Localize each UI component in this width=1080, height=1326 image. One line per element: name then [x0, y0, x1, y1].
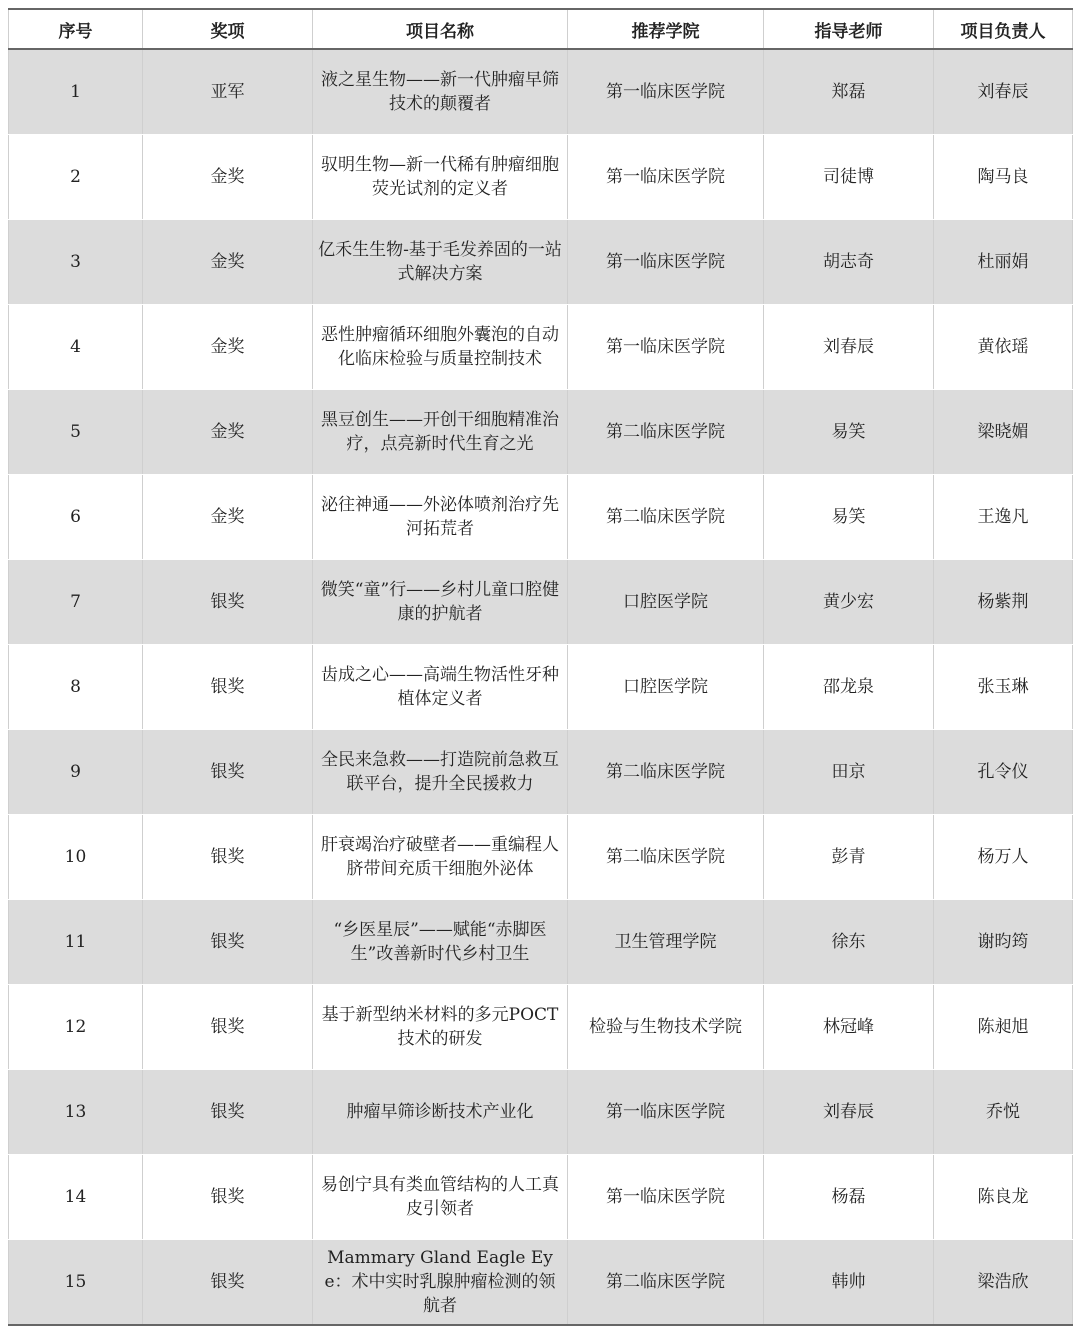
cell-index: 5 — [9, 390, 143, 475]
cell-index: 15 — [9, 1240, 143, 1326]
cell-leader: 梁浩欣 — [934, 1240, 1073, 1326]
cell-project-name: 恶性肿瘤循环细胞外囊泡的自动化临床检验与质量控制技术 — [313, 305, 568, 390]
cell-award: 金奖 — [143, 475, 313, 560]
cell-index: 12 — [9, 985, 143, 1070]
cell-advisor: 刘春辰 — [764, 305, 934, 390]
cell-award: 银奖 — [143, 900, 313, 985]
cell-leader: 张玉琳 — [934, 645, 1073, 730]
cell-index: 8 — [9, 645, 143, 730]
cell-college: 第二临床医学院 — [568, 1240, 764, 1326]
table-row — [9, 390, 1073, 475]
cell-index: 4 — [9, 305, 143, 390]
cell-college: 第一临床医学院 — [568, 220, 764, 305]
table-row — [9, 49, 1073, 135]
header-project-name: 项目名称 — [313, 9, 568, 49]
cell-project-name: 全民来急救——打造院前急救互联平台，提升全民援救力 — [313, 730, 568, 815]
table-row — [9, 220, 1073, 305]
cell-advisor: 黄少宏 — [764, 560, 934, 645]
cell-award: 银奖 — [143, 815, 313, 900]
cell-index: 13 — [9, 1070, 143, 1155]
cell-index: 11 — [9, 900, 143, 985]
cell-award: 金奖 — [143, 390, 313, 475]
cell-leader: 梁晓媚 — [934, 390, 1073, 475]
cell-project-name: 驭明生物—新一代稀有肿瘤细胞荧光试剂的定义者 — [313, 135, 568, 220]
cell-college: 第二临床医学院 — [568, 730, 764, 815]
cell-award: 银奖 — [143, 985, 313, 1070]
cell-college: 第一临床医学院 — [568, 1155, 764, 1240]
cell-project-name: 齿成之心——高端生物活性牙种植体定义者 — [313, 645, 568, 730]
cell-project-name: 泌往神通——外泌体喷剂治疗先河拓荒者 — [313, 475, 568, 560]
table-row — [9, 1070, 1073, 1155]
cell-advisor: 易笑 — [764, 390, 934, 475]
cell-leader: 谢昀筠 — [934, 900, 1073, 985]
cell-project-name: 易创宁具有类血管结构的人工真皮引领者 — [313, 1155, 568, 1240]
cell-college: 第一临床医学院 — [568, 305, 764, 390]
cell-index: 6 — [9, 475, 143, 560]
cell-index: 1 — [9, 49, 143, 135]
cell-advisor: 刘春辰 — [764, 1070, 934, 1155]
cell-project-name: 微笑“童”行——乡村儿童口腔健康的护航者 — [313, 560, 568, 645]
cell-advisor: 田京 — [764, 730, 934, 815]
cell-index: 7 — [9, 560, 143, 645]
cell-award: 金奖 — [143, 220, 313, 305]
cell-award: 亚军 — [143, 49, 313, 135]
cell-college: 第一临床医学院 — [568, 1070, 764, 1155]
cell-project-name: “乡医星辰”——赋能“赤脚医生”改善新时代乡村卫生 — [313, 900, 568, 985]
cell-project-name: 亿禾生生物-基于毛发养固的一站式解决方案 — [313, 220, 568, 305]
cell-college: 口腔医学院 — [568, 645, 764, 730]
cell-leader: 孔令仪 — [934, 730, 1073, 815]
header-advisor: 指导老师 — [764, 9, 934, 49]
cell-leader: 陶马良 — [934, 135, 1073, 220]
table-row — [9, 645, 1073, 730]
cell-college: 检验与生物技术学院 — [568, 985, 764, 1070]
table-row — [9, 730, 1073, 815]
table-row — [9, 1240, 1073, 1326]
table-row — [9, 305, 1073, 390]
cell-award: 银奖 — [143, 730, 313, 815]
cell-leader: 王逸凡 — [934, 475, 1073, 560]
cell-advisor: 易笑 — [764, 475, 934, 560]
cell-advisor: 胡志奇 — [764, 220, 934, 305]
table-row — [9, 985, 1073, 1070]
cell-advisor: 司徒博 — [764, 135, 934, 220]
cell-index: 10 — [9, 815, 143, 900]
cell-advisor: 徐东 — [764, 900, 934, 985]
header-leader: 项目负责人 — [934, 9, 1073, 49]
cell-award: 金奖 — [143, 305, 313, 390]
cell-index: 9 — [9, 730, 143, 815]
cell-award: 银奖 — [143, 1240, 313, 1326]
cell-leader: 乔悦 — [934, 1070, 1073, 1155]
cell-project-name: 肿瘤早筛诊断技术产业化 — [313, 1070, 568, 1155]
table-header-row — [9, 9, 1073, 49]
cell-advisor: 韩帅 — [764, 1240, 934, 1326]
table-row — [9, 815, 1073, 900]
cell-award: 银奖 — [143, 560, 313, 645]
cell-project-name: 黑豆创生——开创干细胞精准治疗，点亮新时代生育之光 — [313, 390, 568, 475]
table-row — [9, 560, 1073, 645]
cell-leader: 陈昶旭 — [934, 985, 1073, 1070]
cell-college: 卫生管理学院 — [568, 900, 764, 985]
cell-advisor: 林冠峰 — [764, 985, 934, 1070]
cell-advisor: 杨磊 — [764, 1155, 934, 1240]
cell-leader: 杜丽娟 — [934, 220, 1073, 305]
awards-table-container — [8, 8, 1072, 1326]
cell-project-name: 基于新型纳米材料的多元POCT技术的研发 — [313, 985, 568, 1070]
cell-index: 14 — [9, 1155, 143, 1240]
cell-advisor: 郑磊 — [764, 49, 934, 135]
table-row — [9, 900, 1073, 985]
cell-leader: 杨万人 — [934, 815, 1073, 900]
cell-leader: 黄依瑶 — [934, 305, 1073, 390]
cell-leader: 陈良龙 — [934, 1155, 1073, 1240]
cell-advisor: 彭青 — [764, 815, 934, 900]
cell-award: 银奖 — [143, 645, 313, 730]
cell-college: 第一临床医学院 — [568, 135, 764, 220]
cell-college: 第二临床医学院 — [568, 475, 764, 560]
cell-project-name: Mammary Gland Eagle Eye：术中实时乳腺肿瘤检测的领航者 — [313, 1240, 568, 1326]
cell-leader: 刘春辰 — [934, 49, 1073, 135]
cell-project-name: 肝衰竭治疗破壁者——重编程人脐带间充质干细胞外泌体 — [313, 815, 568, 900]
table-row — [9, 475, 1073, 560]
header-award: 奖项 — [143, 9, 313, 49]
cell-project-name: 液之星生物——新一代肿瘤早筛技术的颠覆者 — [313, 49, 568, 135]
cell-award: 银奖 — [143, 1070, 313, 1155]
cell-award: 金奖 — [143, 135, 313, 220]
awards-table — [8, 8, 1073, 1326]
header-college: 推荐学院 — [568, 9, 764, 49]
cell-advisor: 邵龙泉 — [764, 645, 934, 730]
cell-index: 3 — [9, 220, 143, 305]
table-row — [9, 1155, 1073, 1240]
cell-college: 第二临床医学院 — [568, 390, 764, 475]
cell-college: 第二临床医学院 — [568, 815, 764, 900]
header-index: 序号 — [9, 9, 143, 49]
cell-college: 口腔医学院 — [568, 560, 764, 645]
cell-leader: 杨紫荆 — [934, 560, 1073, 645]
cell-award: 银奖 — [143, 1155, 313, 1240]
cell-index: 2 — [9, 135, 143, 220]
cell-college: 第一临床医学院 — [568, 49, 764, 135]
table-row — [9, 135, 1073, 220]
